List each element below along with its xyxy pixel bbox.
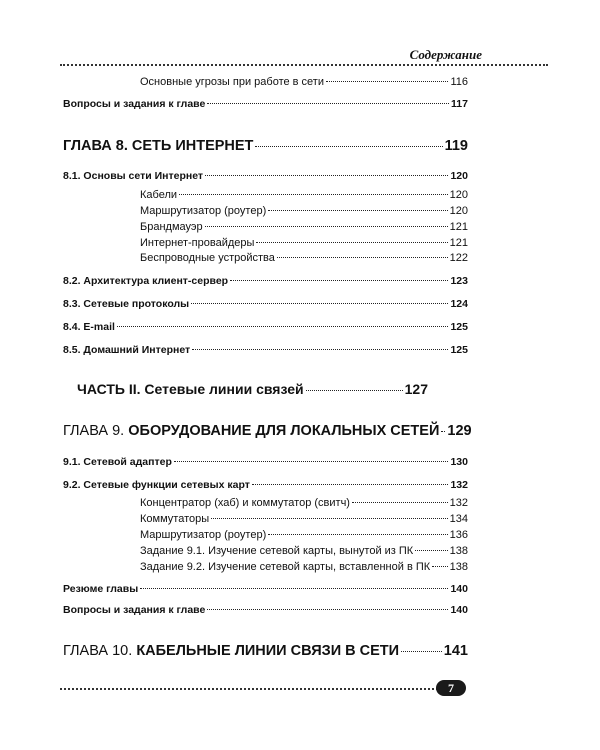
toc-entry[interactable]: 9.2. Сетевые функции сетевых карт 132 xyxy=(63,479,468,491)
toc-entry[interactable]: Резюме главы 140 xyxy=(63,583,468,595)
dot-leader xyxy=(230,280,448,281)
toc-entry[interactable]: Вопросы и задания к главе 117 xyxy=(63,98,468,110)
dot-leader xyxy=(432,566,447,567)
toc-entry[interactable]: 8.2. Архитектура клиент-сервер 123 xyxy=(63,275,468,287)
dot-leader xyxy=(252,484,449,485)
toc-entry[interactable]: Задание 9.1. Изучение сетевой карты, вынутой из ПК 138 xyxy=(140,545,468,557)
toc-entry[interactable]: Кабели 120 xyxy=(140,189,468,201)
dot-leader xyxy=(415,550,447,551)
toc-entry[interactable]: 9.1. Сетевой адаптер 130 xyxy=(63,456,468,468)
footer-dotted-rule xyxy=(60,688,450,690)
running-header: Содержание xyxy=(409,47,482,62)
toc-chapter[interactable]: ГЛАВА 9. ОБОРУДОВАНИЕ ДЛЯ ЛОКАЛЬНЫХ СЕТЕЙ 129 xyxy=(63,423,472,439)
dot-leader xyxy=(401,651,442,652)
toc-chapter[interactable]: ГЛАВА 10. КАБЕЛЬНЫЕ ЛИНИИ СВЯЗИ В СЕТИ 141 xyxy=(63,643,468,659)
dot-leader xyxy=(117,326,449,327)
dot-leader xyxy=(179,194,448,195)
toc-entry[interactable]: Вопросы и задания к главе 140 xyxy=(63,604,468,616)
toc-part[interactable]: ЧАСТЬ II. Сетевые линии связей 127 xyxy=(77,381,428,397)
dot-leader xyxy=(174,461,449,462)
dot-leader xyxy=(140,588,448,589)
toc-entry[interactable]: 8.5. Домашний Интернет 125 xyxy=(63,344,468,356)
dot-leader xyxy=(441,431,445,432)
dot-leader xyxy=(256,242,447,243)
toc-entry[interactable]: 8.4. E-mail 125 xyxy=(63,321,468,333)
dot-leader xyxy=(192,349,448,350)
dot-leader xyxy=(352,502,448,503)
dot-leader xyxy=(326,81,448,82)
toc-entry[interactable]: Коммутаторы 134 xyxy=(140,513,468,525)
toc-entry[interactable]: 8.3. Сетевые протоколы 124 xyxy=(63,298,468,310)
dot-leader xyxy=(255,146,442,147)
toc-entry[interactable]: Концентратор (хаб) и коммутатор (свитч) 132 xyxy=(140,497,468,509)
header-dotted-rule xyxy=(60,64,548,66)
toc-entry[interactable]: Основные угрозы при работе в сети 116 xyxy=(140,76,468,88)
dot-leader xyxy=(205,226,448,227)
toc-entry[interactable]: 8.1. Основы сети Интернет 120 xyxy=(63,170,468,182)
toc-entry[interactable]: Беспроводные устройства 122 xyxy=(140,252,468,264)
toc-entry[interactable]: Брандмауэр 121 xyxy=(140,221,468,233)
dot-leader xyxy=(268,534,447,535)
dot-leader xyxy=(211,518,448,519)
dot-leader xyxy=(207,609,448,610)
dot-leader xyxy=(191,303,448,304)
dot-leader xyxy=(277,257,448,258)
toc-entry[interactable]: Маршрутизатор (роутер) 120 xyxy=(140,205,468,217)
dot-leader xyxy=(306,390,403,391)
page-number-badge: 7 xyxy=(436,680,466,696)
toc-entry[interactable]: Интернет-провайдеры 121 xyxy=(140,237,468,249)
toc-chapter[interactable]: ГЛАВА 8. СЕТЬ ИНТЕРНЕТ 119 xyxy=(63,138,468,154)
dot-leader xyxy=(207,103,449,104)
dot-leader xyxy=(205,175,448,176)
toc-entry[interactable]: Маршрутизатор (роутер) 136 xyxy=(140,529,468,541)
dot-leader xyxy=(268,210,447,211)
toc-entry[interactable]: Задание 9.2. Изучение сетевой карты, вставленной в ПК 138 xyxy=(140,561,468,573)
